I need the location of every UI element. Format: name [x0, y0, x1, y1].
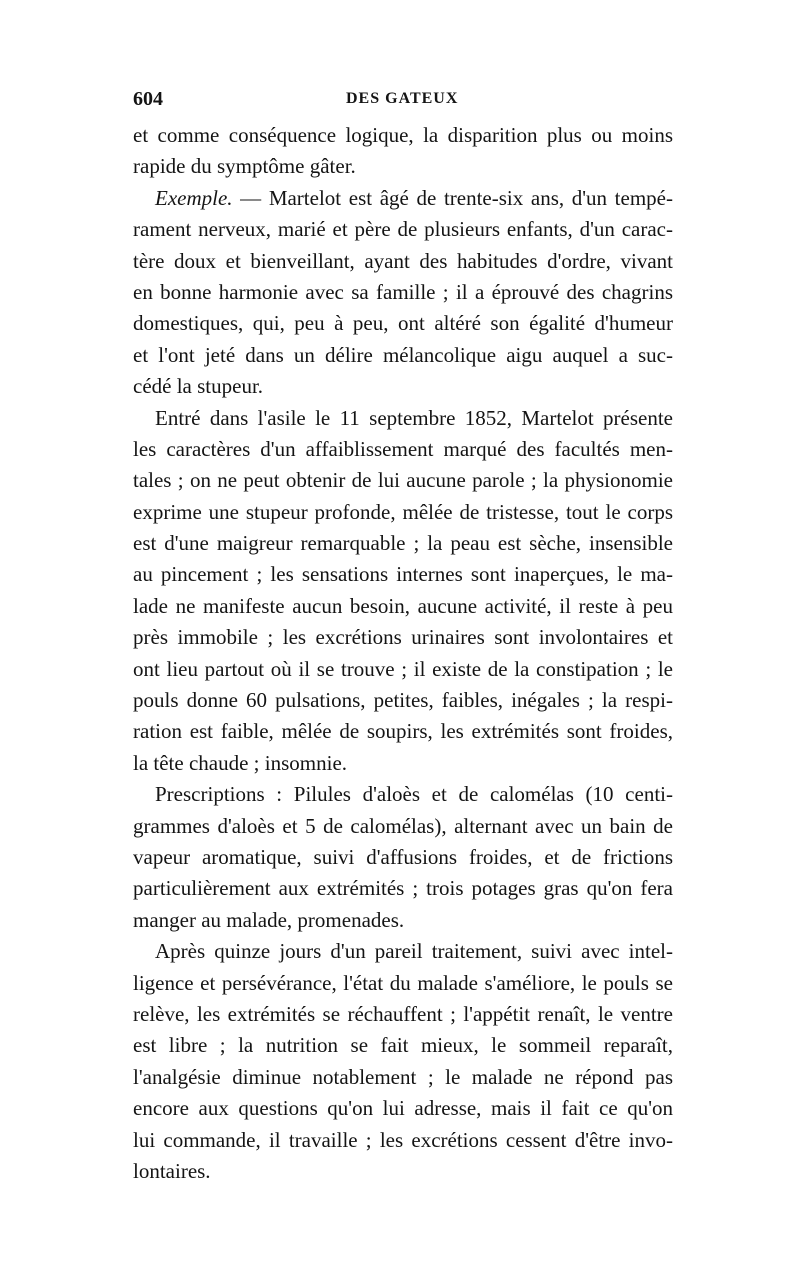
text-line: lade ne manifeste aucun besoin, aucune activité, il reste à peu — [133, 593, 673, 618]
text-line: près immobile ; les excrétions urinaires sont involontaires et — [133, 625, 673, 650]
text-line: rament nerveux, marié et père de plusieurs enfants, d'un carac- — [133, 217, 673, 242]
text-line: tales ; on ne peut obtenir de lui aucune parole ; la physionomie — [133, 468, 673, 493]
text-line: domestiques, qui, peu à peu, ont altéré son égalité d'humeur — [133, 311, 673, 336]
text-line: rapide du symptôme gâter. — [133, 154, 356, 179]
text-line: est d'une maigreur remarquable ; la peau est sèche, insensible — [133, 531, 673, 556]
text-line: exprime une stupeur profonde, mêlée de tristesse, tout le corps — [133, 499, 673, 524]
text-fragment: — Martelot est âgé de trente-six ans, d'un tempé- — [232, 185, 673, 210]
text-line: manger au malade, promenades. — [133, 907, 405, 932]
page-number: 604 — [133, 88, 163, 110]
text-line: en bonne harmonie avec sa famille ; il a éprouvé des chagrins — [133, 279, 673, 304]
text-line: est libre ; la nutrition se fait mieux, le sommeil reparaît, — [133, 1033, 673, 1058]
text-line: grammes d'aloès et 5 de calomélas), alternant avec un bain de — [133, 813, 673, 838]
text-line: encore aux questions qu'on lui adresse, mais il fait ce qu'on — [133, 1096, 673, 1121]
body-text — [133, 120, 673, 1187]
text-line: les caractères d'un affaiblissement marqué des facultés men- — [133, 436, 673, 461]
text-line: relève, les extrémités se réchauffent ; l'appétit renaît, le ventre — [133, 1001, 673, 1026]
text-line: Entré dans l'asile le 11 septembre 1852, Martelot présente — [155, 405, 673, 430]
text-line: lontaires. — [133, 1158, 211, 1183]
text-line: ration est faible, mêlée de soupirs, les extrémités sont froides, — [133, 719, 673, 744]
text-line: Prescriptions : Pilules d'aloès et de calomélas (10 centi- — [155, 782, 673, 807]
text-line: la tête chaude ; insomnie. — [133, 750, 348, 775]
text-line: au pincement ; les sensations internes sont inaperçues, le ma- — [133, 562, 673, 587]
text-line: l'analgésie diminue notablement ; le malade ne répond pas — [133, 1064, 673, 1089]
text-line: Après quinze jours d'un pareil traitement, suivi avec intel- — [155, 939, 673, 964]
text-line: et l'ont jeté dans un délire mélancolique aigu auquel a suc- — [133, 342, 673, 367]
page-header — [133, 88, 673, 118]
text-line: ligence et persévérance, l'état du malade s'améliore, le pouls se — [133, 970, 673, 995]
text-line: particulièrement aux extrémités ; trois potages gras qu'on fera — [133, 876, 673, 901]
text-line: cédé la stupeur. — [133, 374, 264, 399]
text-line: ont lieu partout où il se trouve ; il existe de la constipation ; le — [133, 656, 673, 681]
text-line: lui commande, il travaille ; les excrétions cessent d'être invo- — [133, 1127, 673, 1152]
text-line — [133, 183, 673, 214]
text-line: et comme conséquence logique, la disparition plus ou moins — [133, 123, 673, 147]
example-label: Exemple. — [155, 185, 233, 210]
text-line: tère doux et bienveillant, ayant des habitudes d'ordre, vivant — [133, 248, 673, 273]
text-line: vapeur aromatique, suivi d'affusions froides, et de frictions — [133, 844, 673, 869]
running-title: DES GATEUX — [346, 90, 459, 107]
text-line: pouls donne 60 pulsations, petites, faibles, inégales ; la respi- — [133, 688, 673, 713]
